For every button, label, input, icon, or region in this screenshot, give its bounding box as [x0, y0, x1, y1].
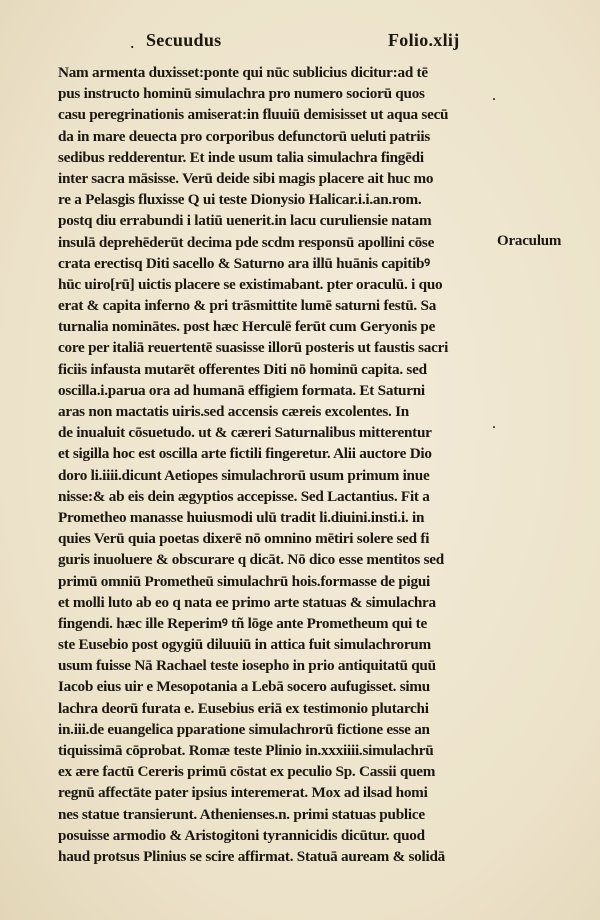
text-line: guris inuoluere & obscurare q dicāt. Nō dico esse mentitos sed: [58, 551, 444, 569]
text-line: posuisse armodio & Aristogitoni tyrannicidis dicūtur. quod: [58, 826, 425, 844]
text-line: doro li.iiii.dicunt Aetiopes simulachrorū usum primum inue: [58, 466, 430, 484]
text-line: da in mare deuecta pro corporibus defunctorū ueluti patriis: [58, 127, 430, 145]
text-line: aras non mactatis uiris.sed accensis cæreis excolentes. In: [58, 403, 409, 420]
text-line: usum fuisse Nā Rachael teste iosepho in prio antiquitatū quū: [58, 657, 436, 675]
text-line: quies Verū quia poetas dixerē nō omnino mētiri solere sed fi: [58, 530, 430, 548]
folio-number: Folio.xlij: [388, 30, 460, 50]
margin-note: Oraculum: [497, 233, 562, 249]
text-line: sedibus redderentur. Et inde usum talia simulachra fingēdi: [58, 148, 424, 166]
text-line: nisse:& ab eis dein ægyptios accepisse. Sed Lactantius. Fit a: [58, 487, 430, 505]
text-line: et sigilla hoc est oscilla arte fictili fingeretur. Alii auctore Dio: [58, 445, 432, 463]
text-line: Iacob eius uir e Mesopotania a Lebā socero aufugisset. simu: [58, 678, 430, 696]
text-line: postq diu errabundi i latiū uenerit.in lacu curuliensie natam: [58, 212, 432, 230]
margin-tick-mark: ·: [492, 92, 497, 106]
body-text: [58, 62, 468, 867]
text-line: insulā deprehēderūt decima pde scdm responsū apollini cōse: [58, 233, 435, 251]
text-line: inter sacra māsisse. Verū deide sibi magis placere ait huc mo: [58, 169, 434, 187]
text-line: haud protsus Plinius se scire affirmat. Statuā auream & solidā: [58, 847, 445, 865]
text-line: pus instructo hominū simulachra pro numero sociorū quos: [58, 85, 425, 103]
text-line: de inualuit cōsuetudo. ut & cæreri Saturnalibus mitterentur: [58, 424, 432, 442]
text-line: re a Pelasgis fluxisse Q ui teste Dionysio Halicar.i.i.an.rom.: [58, 191, 422, 209]
text-line: core per italiā reuertentē suasisse illorū posteris ut faustis sacri: [58, 339, 449, 357]
text-line: ste Eusebio post ogygiū diluuiū in attica fuit simulachrorum: [58, 636, 431, 654]
text-line: fingendi. hæc ille Reperimꝰ tñ lōge ante Prometheum qui te: [58, 614, 427, 632]
text-line: ficiis infausta mutarēt offerentes Diti nō hominū capita. sed: [58, 360, 427, 378]
text-line: lachra deorū furata e. Eusebius eriā ex testimonio plutarchi: [58, 699, 429, 717]
text-line: Prometheo manasse huiusmodi ulū tradit li.diuini.insti.i. in: [58, 508, 425, 526]
text-line: oscilla.i.parua ora ad humanā effigiem formata. Et Saturni: [58, 381, 425, 399]
header-mark: .: [130, 32, 135, 52]
text-line: in.iii.de euangelica pparatione simulachrorū fictione esse an: [58, 720, 430, 738]
text-line: hūc uiro[rū] uictis placere se existimabant. pter oraculū. i quo: [58, 275, 443, 293]
margin-tick-mark: ·: [492, 420, 497, 434]
text-line: nes statue transierunt. Athenienses.n. primi statuas publice: [58, 805, 425, 823]
text-line: tiquissimā cōprobat. Romæ teste Plinio in.xxxiiii.simulachrū: [58, 742, 434, 759]
text-line: regnū affectāte pater ipsius interemerat. Mox ad ilsad homi: [58, 784, 428, 802]
running-header: [0, 30, 600, 54]
text-line: ex ære factū Cereris primū cōstat ex peculio Sp. Cassii quem: [58, 763, 436, 781]
text-line: casu peregrinationis amiserat:in fluuiū demisisset ut aqua secū: [58, 106, 449, 124]
text-line: turnalia nominātes. post hæc Herculē ferūt cum Geryonis pe: [58, 318, 436, 336]
text-line: Nam armenta duxisset:ponte qui nūc sublicius dicitur:ad tē: [58, 64, 428, 81]
text-line: crata erectisq Diti sacello & Saturno ara illū huānis capitibꝰ: [58, 254, 430, 272]
text-line: erat & capita inferno & pri trāsmittite lumē saturni festū. Sa: [58, 297, 437, 315]
text-line: primū omniū Prometheū simulachrū hois.formasse de pigui: [58, 572, 431, 590]
text-line: et molli luto ab eo q nata ee primo arte statuas & simulachra: [58, 593, 436, 611]
running-title: Secuudus: [146, 30, 222, 50]
